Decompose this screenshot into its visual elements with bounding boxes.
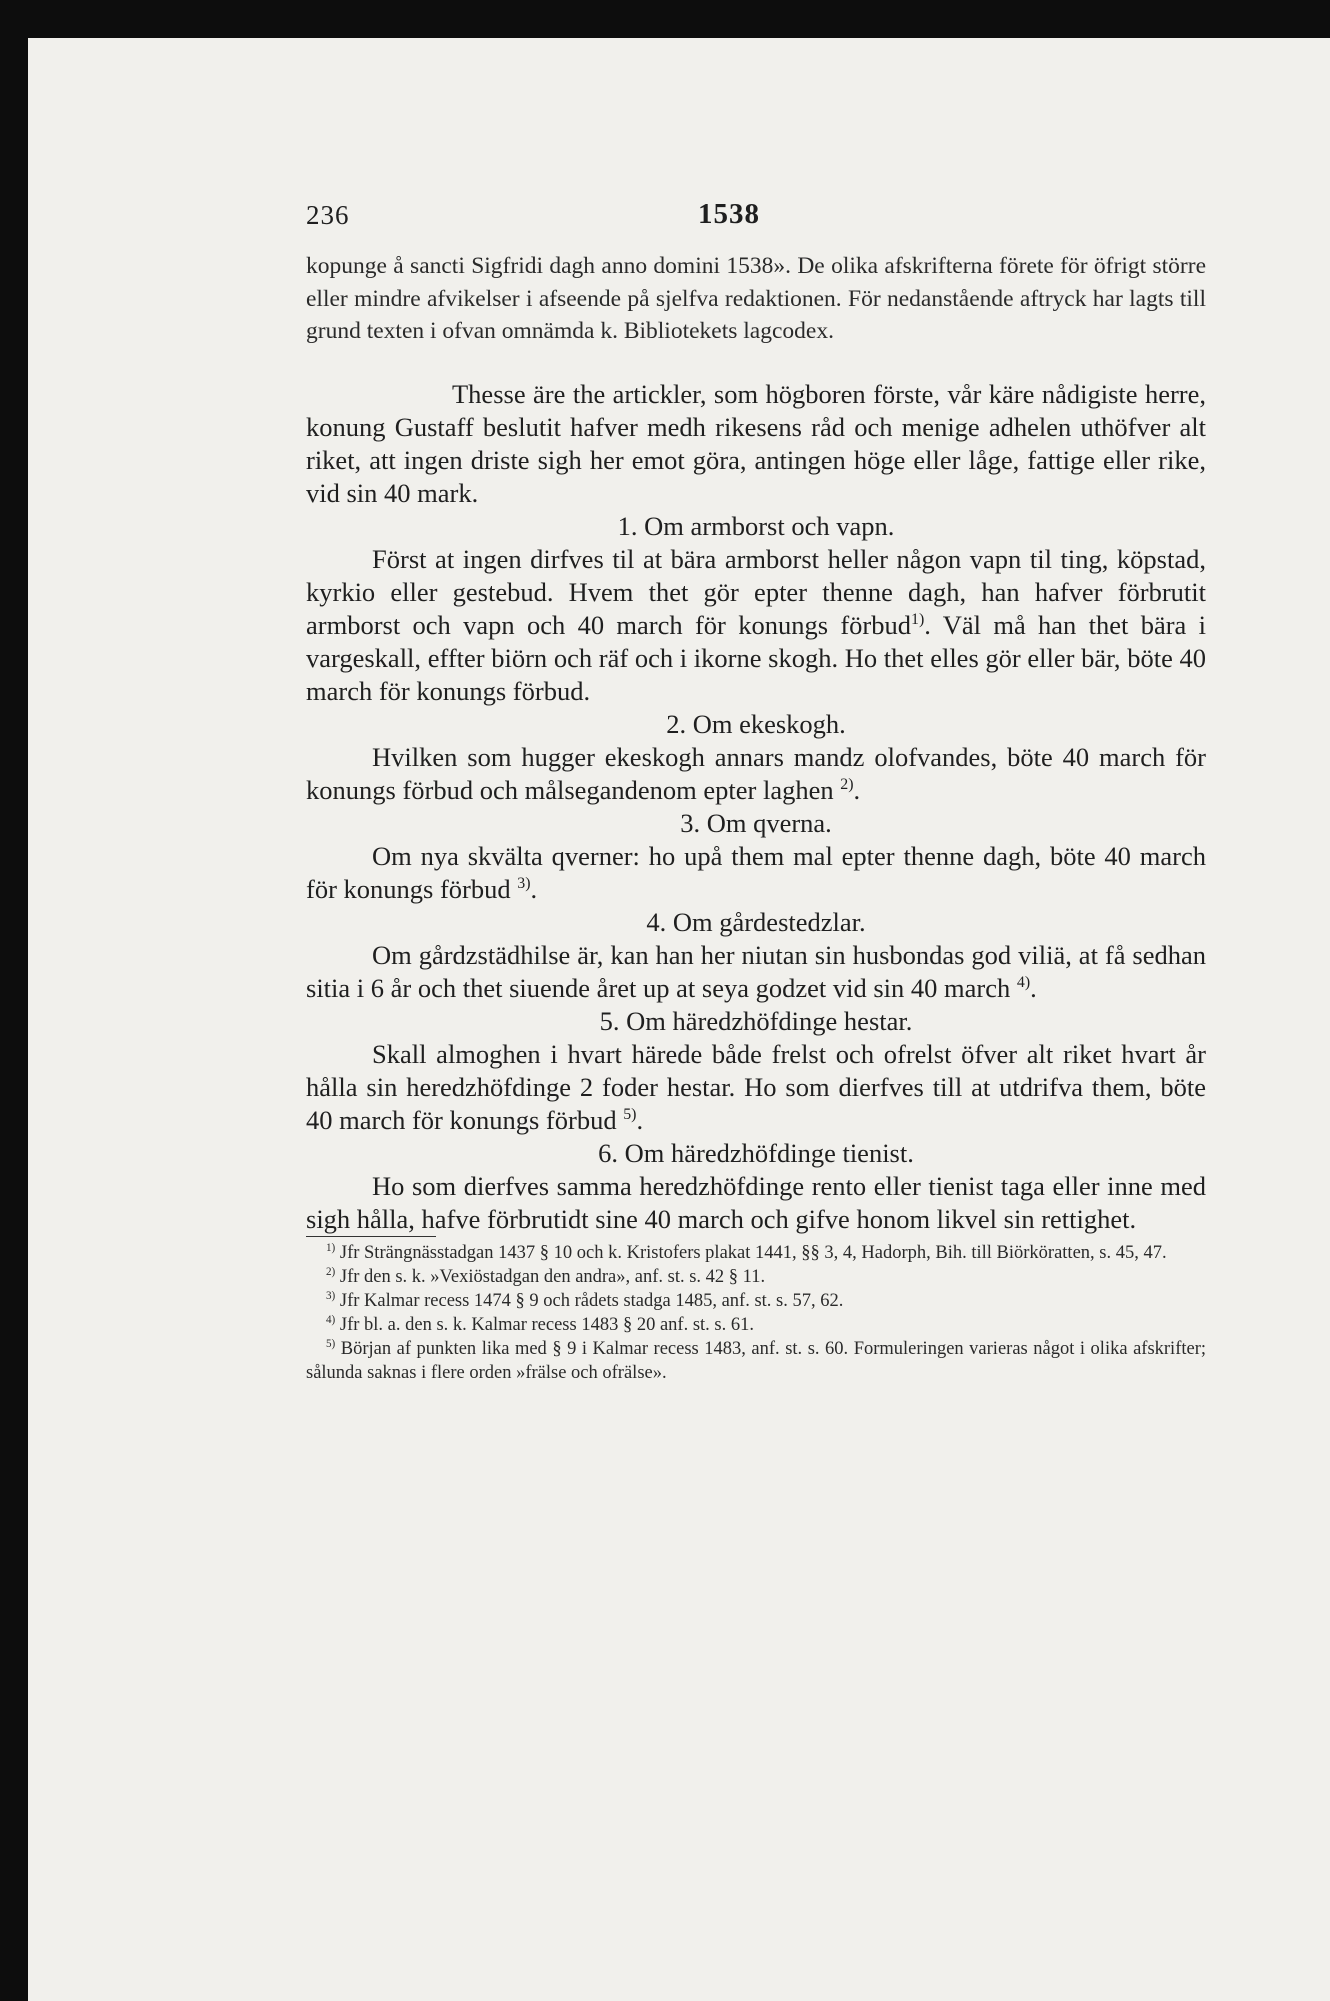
footnote: $^{5)}$ Början af punkten lika med § 9 i Kalmar recess 1483, anf. st. s. 60. Formuleringen varieras något i olika afskrifter; sålunda saknas i flere orden »frälse och ofrälse».	[306, 1337, 1207, 1383]
footnote: $^{3)}$ Jfr Kalmar recess 1474 § 9 och rådets stadga 1485, anf. st. s. 57, 62.	[326, 1289, 844, 1311]
section-text-after: .	[1030, 972, 1037, 1003]
section-heading: 2. Om ekeskogh.	[666, 708, 846, 739]
section-text	[306, 840, 1206, 906]
running-head: 1538	[698, 198, 760, 230]
footnote-mark: 3)	[326, 1289, 336, 1302]
section-text-body: Hvilken som hugger ekeskogh annars mandz olofvandes, böte 40 march för konungs förbud och målsegandenom epter laghen	[306, 741, 1206, 805]
footnote: $^{2)}$ Jfr den s. k. »Vexiöstadgan den andra», anf. st. s. 42 § 11.	[326, 1265, 766, 1287]
section-heading: 3. Om qverna.	[680, 807, 832, 838]
document-body	[306, 378, 1206, 1236]
footnote-ref: 4)	[1016, 973, 1031, 991]
section-heading: 4. Om gårdestedzlar.	[646, 906, 866, 937]
page-header	[306, 178, 1206, 228]
footnote-mark: 1)	[326, 1241, 336, 1254]
footnotes	[306, 1241, 1206, 1385]
page-content	[306, 178, 1206, 1385]
footnote-ref: 5)	[623, 1105, 637, 1123]
section-text	[306, 939, 1206, 1005]
section-text	[306, 741, 1206, 807]
section-text-body: Först at ingen dirfves til at bära armborst heller någon vapn til ting, köpstad, kyrkio eller gestebud. Hvem thet gör epter thenne dagh, han hafver förbrutit armborst och vapn och 40 march för konungs förbud	[306, 543, 1206, 640]
footnote-ref: 3)	[517, 874, 531, 892]
section-text-body: Ho som dierfves samma heredzhöfdinge rento eller tienist taga eller inne med sigh hålla, hafve förbrutidt sine 40 march och gifve honom likvel sin rettighet.	[306, 1170, 1206, 1234]
page-number: 236	[306, 200, 350, 230]
section-heading: 5. Om häredzhöfdinge hestar.	[599, 1005, 913, 1036]
section-text-body: Om nya skvälta qverner: ho upå them mal epter thenne dagh, böte 40 march för konungs förbud	[306, 840, 1206, 904]
section-text-after: .	[853, 774, 861, 805]
section-text-after: .	[530, 873, 538, 904]
footnote-mark: 4)	[326, 1313, 336, 1326]
section-text	[306, 1038, 1206, 1137]
footnote-ref: 2)	[840, 775, 854, 793]
preamble-paragraph: Thesse äre the artickler, som högboren förste, vår käre nådigiste herre, konung Gustaff beslutit hafver medh rikesens råd och menige adhelen uthöfver alt riket, att ingen driste sigh her emot göra, antingen höge eller låge, fattige eller rike, vid sin 40 mark.	[306, 378, 1206, 508]
section-text-after: . Väl må han thet bära i vargeskall, effter biörn och räf och i ikorne skogh. Ho thet elles gör eller bär, böte 40 march för konungs förbud.	[306, 609, 1207, 706]
section-text-after: .	[636, 1104, 644, 1135]
section-heading: 6. Om häredzhöfdinge tienist.	[598, 1137, 914, 1168]
section-heading: 1. Om armborst och vapn.	[617, 510, 895, 541]
footnote: $^{1)}$ Jfr Strängnässtadgan 1437 § 10 och k. Kristofers plakat 1441, §§ 3, 4, Hadorph, Bih. till Biörköratten, s. 45, 47.	[326, 1241, 1167, 1263]
footnote: $^{4)}$ Jfr bl. a. den s. k. Kalmar recess 1483 § 20 anf. st. s. 61.	[326, 1313, 754, 1335]
footnote-mark: 5)	[326, 1337, 336, 1350]
section-text-body: Skall almoghen i hvart härede både frelst och ofrelst öfver alt riket hvart år hålla sin heredzhöfdinge 2 foder hestar. Ho som dierfves till at utdrifva them, böte 40 march för konungs förbud	[306, 1038, 1206, 1135]
footnote-ref: 1)	[911, 610, 925, 628]
section-text	[306, 1170, 1206, 1236]
scanned-page	[28, 38, 1330, 2001]
footnote-mark: 2)	[326, 1265, 336, 1278]
intro-paragraph: kopunge å sancti Sigfridi dagh anno domini 1538». De olika afskrifterna förete för öfrigt större eller mindre afvikelser i afseende på sjelfva redaktionen. För nedanstående aftryck har lagts till grund texten i ofvan omnämda k. Bibliotekets lagcodex.	[306, 253, 1206, 344]
section-text-body: Om gårdzstädhilse är, kan han her niutan sin husbondas god viliä, at få sedhan sitia i 6 år och thet siuende året up at seya godzet vid sin 40 march	[306, 939, 1206, 1003]
footnote-divider	[306, 1236, 436, 1237]
section-text	[306, 543, 1206, 708]
